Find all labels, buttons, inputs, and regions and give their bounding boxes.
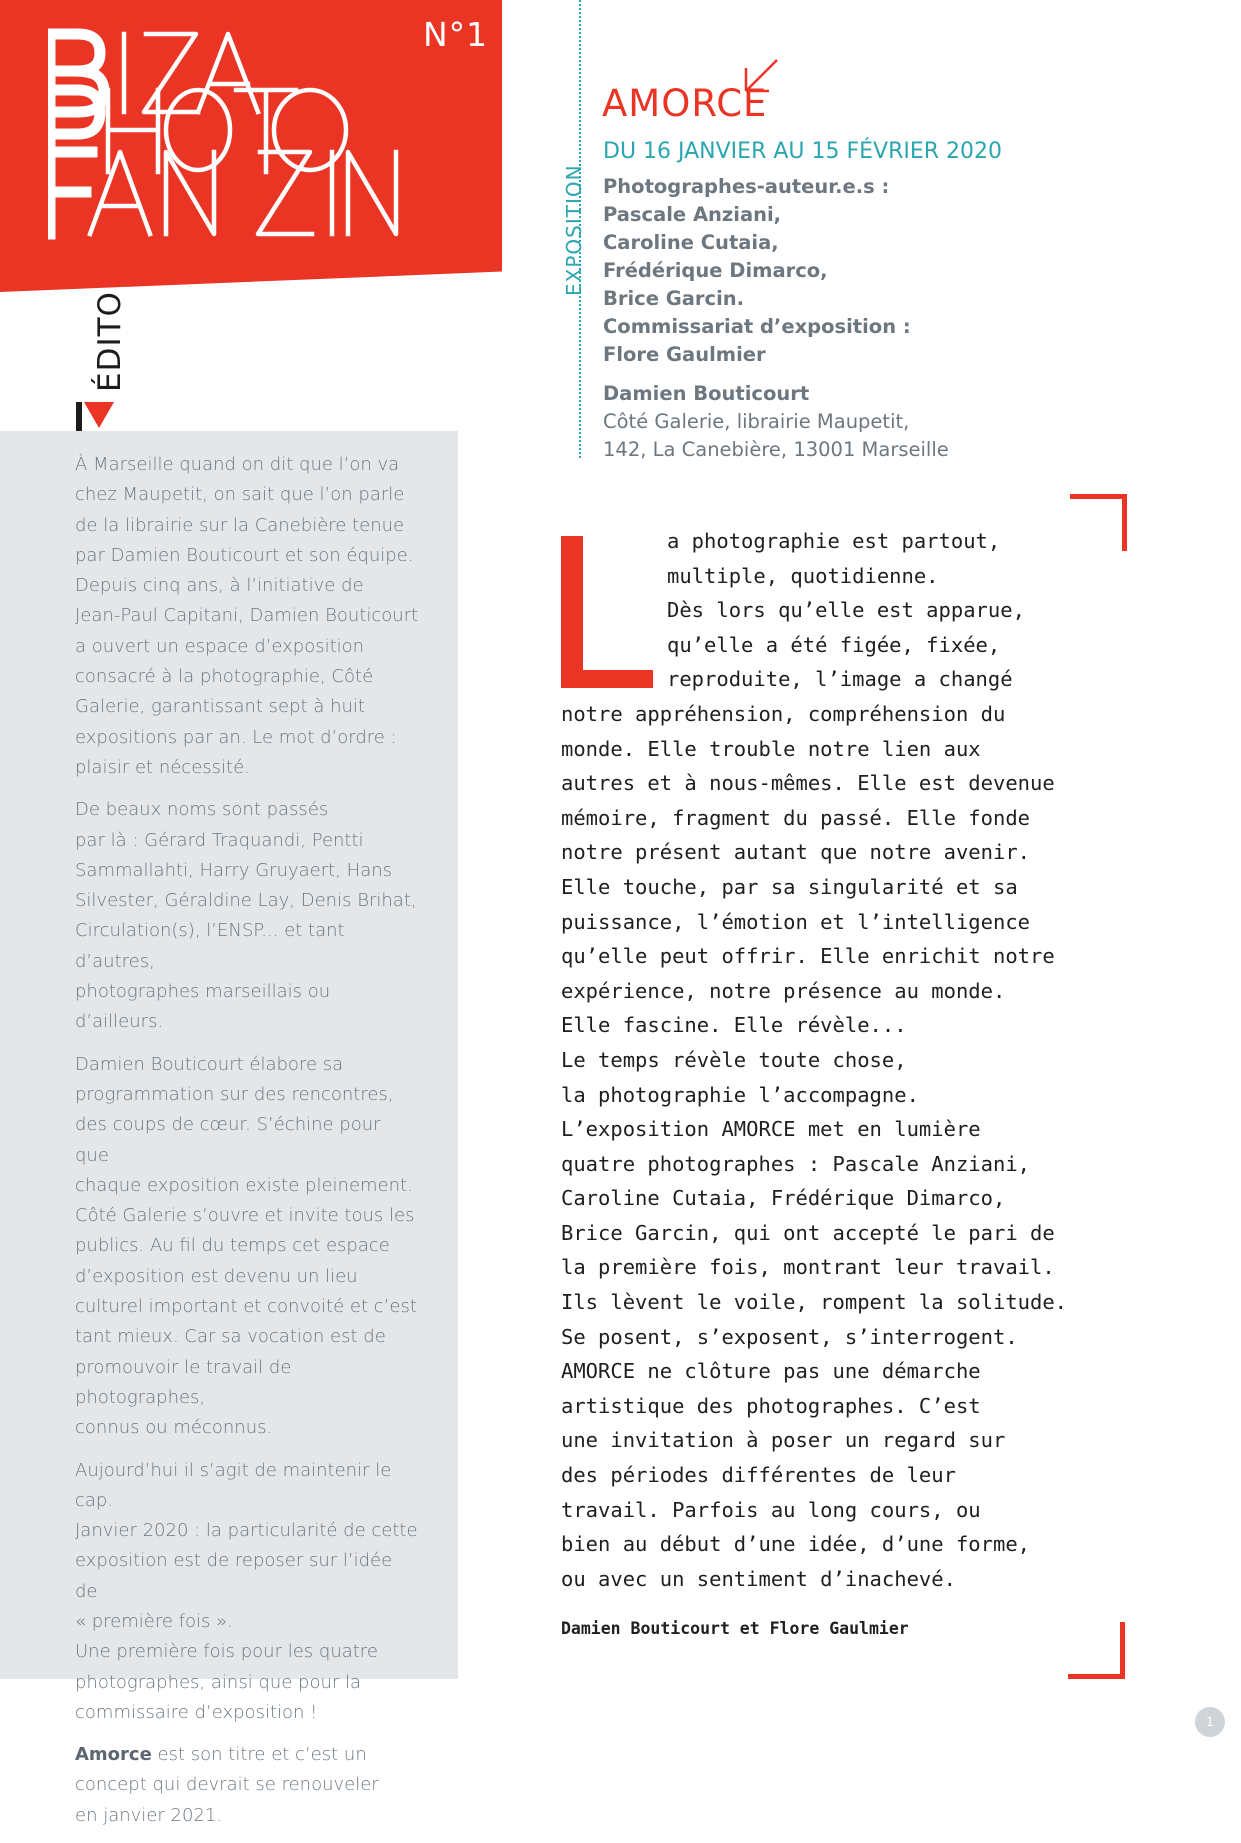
exhibition-venue	[603, 380, 1043, 464]
logo-letter-n	[166, 152, 214, 234]
article-line: Elle fascine. Elle révèle...	[561, 1013, 907, 1038]
article-line: expérience, notre présence au monde.	[561, 978, 1006, 1003]
exposition-label: EXPOSITION	[562, 164, 586, 296]
article-line: L’exposition AMORCE met en lumière	[561, 1117, 981, 1142]
logo-letter-o1	[166, 90, 230, 170]
edito-heading	[68, 292, 126, 437]
article-line: puissance, l’émotion et l’intelligence	[561, 909, 1030, 934]
photographers-heading: Photographes-auteur.e.s :	[603, 175, 890, 198]
article-line: a photographie est partout,	[667, 529, 1001, 553]
venue-address: 142, La Canebière, 13001 Marseille	[603, 438, 949, 461]
logo-letter-n2	[348, 152, 396, 234]
article-line: Se posent, s’exposent, s’interrogent.	[561, 1324, 1018, 1349]
exhibition-dates: DU 16 JANVIER AU 15 FÉVRIER 2020	[603, 139, 1003, 164]
exhibition-title: AMORCE	[602, 82, 768, 125]
edito-paragraph: À Marseille quand on dit que l’on va chez Maupetit, on sait que l’on parle de la librairie sur la Canebière tenue par Damien Bouticourt et son équipe. Depuis cinq ans, à l’initiative de Jean-Paul Capitani, Damien Bouticourt a ouvert un espace d’exposition consacré à la photographie, Côté Galerie, garantissant sept à huit expositions par an. Le mot d’ordre : plaisir et nécessité.	[75, 454, 419, 778]
article-line: mémoire, fragment du passé. Elle fonde	[561, 805, 1030, 830]
article-line: travail. Parfois au long cours, ou	[561, 1497, 981, 1522]
article-line: artistique des photographes. C’est	[561, 1393, 981, 1418]
photographer-name: Caroline Cutaia,	[603, 231, 779, 254]
edito-last-text: est son titre et c’est un concept qui devrait se renouveler en janvier 2021.	[75, 1744, 379, 1826]
arrow-down-left-icon	[743, 58, 779, 94]
curator-name: Flore Gaulmier	[603, 343, 766, 366]
article-line: Ils lèvent le voile, rompent la solitude.	[561, 1290, 1068, 1315]
article-line: qu’elle peut offrir. Elle enrichit notre	[561, 944, 1055, 969]
amorce-bold: Amorce	[75, 1744, 152, 1766]
article-line: des périodes différentes de leur	[561, 1463, 956, 1488]
article-line: autres et à nous-mêmes. Elle est devenue	[561, 771, 1055, 796]
edito-text	[75, 450, 420, 1843]
logo-row-fanzin	[50, 152, 396, 234]
corner-mark-bottom	[1068, 1622, 1125, 1679]
photographer-name: Frédérique Dimarco,	[603, 259, 828, 282]
article-line: Brice Garcin, qui ont accepté le pari de	[561, 1220, 1055, 1245]
article-line: notre présent autant que notre avenir.	[561, 840, 1030, 865]
article-line: notre appréhension, compréhension du	[561, 701, 1006, 726]
edito-label: ÉDITO	[92, 291, 128, 392]
article-signature: Damien Bouticourt et Flore Gaulmier	[561, 1619, 909, 1638]
issue-number: N°1	[423, 15, 489, 54]
exhibition-credits	[603, 173, 1023, 369]
photographer-name: Pascale Anziani,	[603, 203, 782, 226]
article-line: qu’elle a été figée, fixée,	[667, 632, 1001, 657]
article-line: AMORCE ne clôture pas une démarche	[561, 1359, 981, 1384]
logo-letter-f	[50, 152, 92, 234]
article-body	[561, 524, 1121, 1596]
logo-row-photo	[50, 90, 346, 172]
article-line: la photographie l’accompagne.	[561, 1082, 919, 1107]
article-line: Caroline Cutaia, Frédérique Dimarco,	[561, 1186, 1006, 1211]
logo-row-biza	[50, 34, 258, 112]
bpf-logo	[48, 12, 468, 282]
edito-paragraph: Aujourd’hui il s’agit de maintenir le cap. Janvier 2020 : la particularité de cette exposition est de reposer sur l’idée de « première fois ». Une première fois pour les quatre photographes, ainsi que pour la commissaire d’exposition !	[75, 1459, 418, 1723]
article-line: la première fois, montrant leur travail.	[561, 1255, 1055, 1280]
logo-letter-a	[198, 34, 258, 112]
venue-name: Côté Galerie, librairie Maupetit,	[603, 410, 910, 433]
photographer-name: Brice Garcin.	[603, 287, 745, 310]
venue-host: Damien Bouticourt	[603, 382, 810, 405]
article-line: monde. Elle trouble notre lien aux	[561, 736, 981, 761]
logo-letter-p	[50, 90, 100, 172]
edito-paragraph: De beaux noms sont passés par là : Gérard Traquandi, Pentti Sammallahti, Harry Gruyaert, Hans Silvester, Géraldine Lay, Denis Brihat, Circulation(s), l’ENSP... et tant d’autres, photographes marseillais ou d’ailleurs.	[75, 799, 417, 1033]
article-line: Dès lors qu’elle est apparue,	[667, 598, 1025, 623]
article-line: quatre photographes : Pascale Anziani,	[561, 1151, 1030, 1176]
article-line: Le temps révèle toute chose,	[561, 1047, 907, 1072]
logo-letter-z	[144, 34, 198, 112]
article-line: reproduite, l’image a changé	[667, 667, 1013, 692]
article-line: Elle touche, par sa singularité et sa	[561, 874, 1018, 899]
article-line: bien au début d’une idée, d’une forme,	[561, 1532, 1030, 1557]
curator-heading: Commissariat d’exposition :	[603, 315, 911, 338]
logo-letter-o2	[274, 90, 346, 170]
article-line: ou avec un sentiment d’inachevé.	[561, 1566, 956, 1591]
edito-paragraph: Damien Bouticourt élabore sa programmation sur des rencontres, des coups de cœur. S’échine pour que chaque exposition existe pleinement. Côté Galerie s’ouvre et invite tous les publics. Au fil du temps cet espace d’exposition est devenu un lieu culturel important et convoité et c’est tant mieux. Car sa vocation est de promouvoir le travail de photographes, connus ou méconnus.	[75, 1053, 417, 1439]
article-line: multiple, quotidienne.	[667, 563, 939, 588]
article-line: une invitation à poser un regard sur	[561, 1428, 1006, 1453]
logo-letter-a2	[90, 152, 150, 234]
page-number: 1	[1195, 1707, 1225, 1737]
